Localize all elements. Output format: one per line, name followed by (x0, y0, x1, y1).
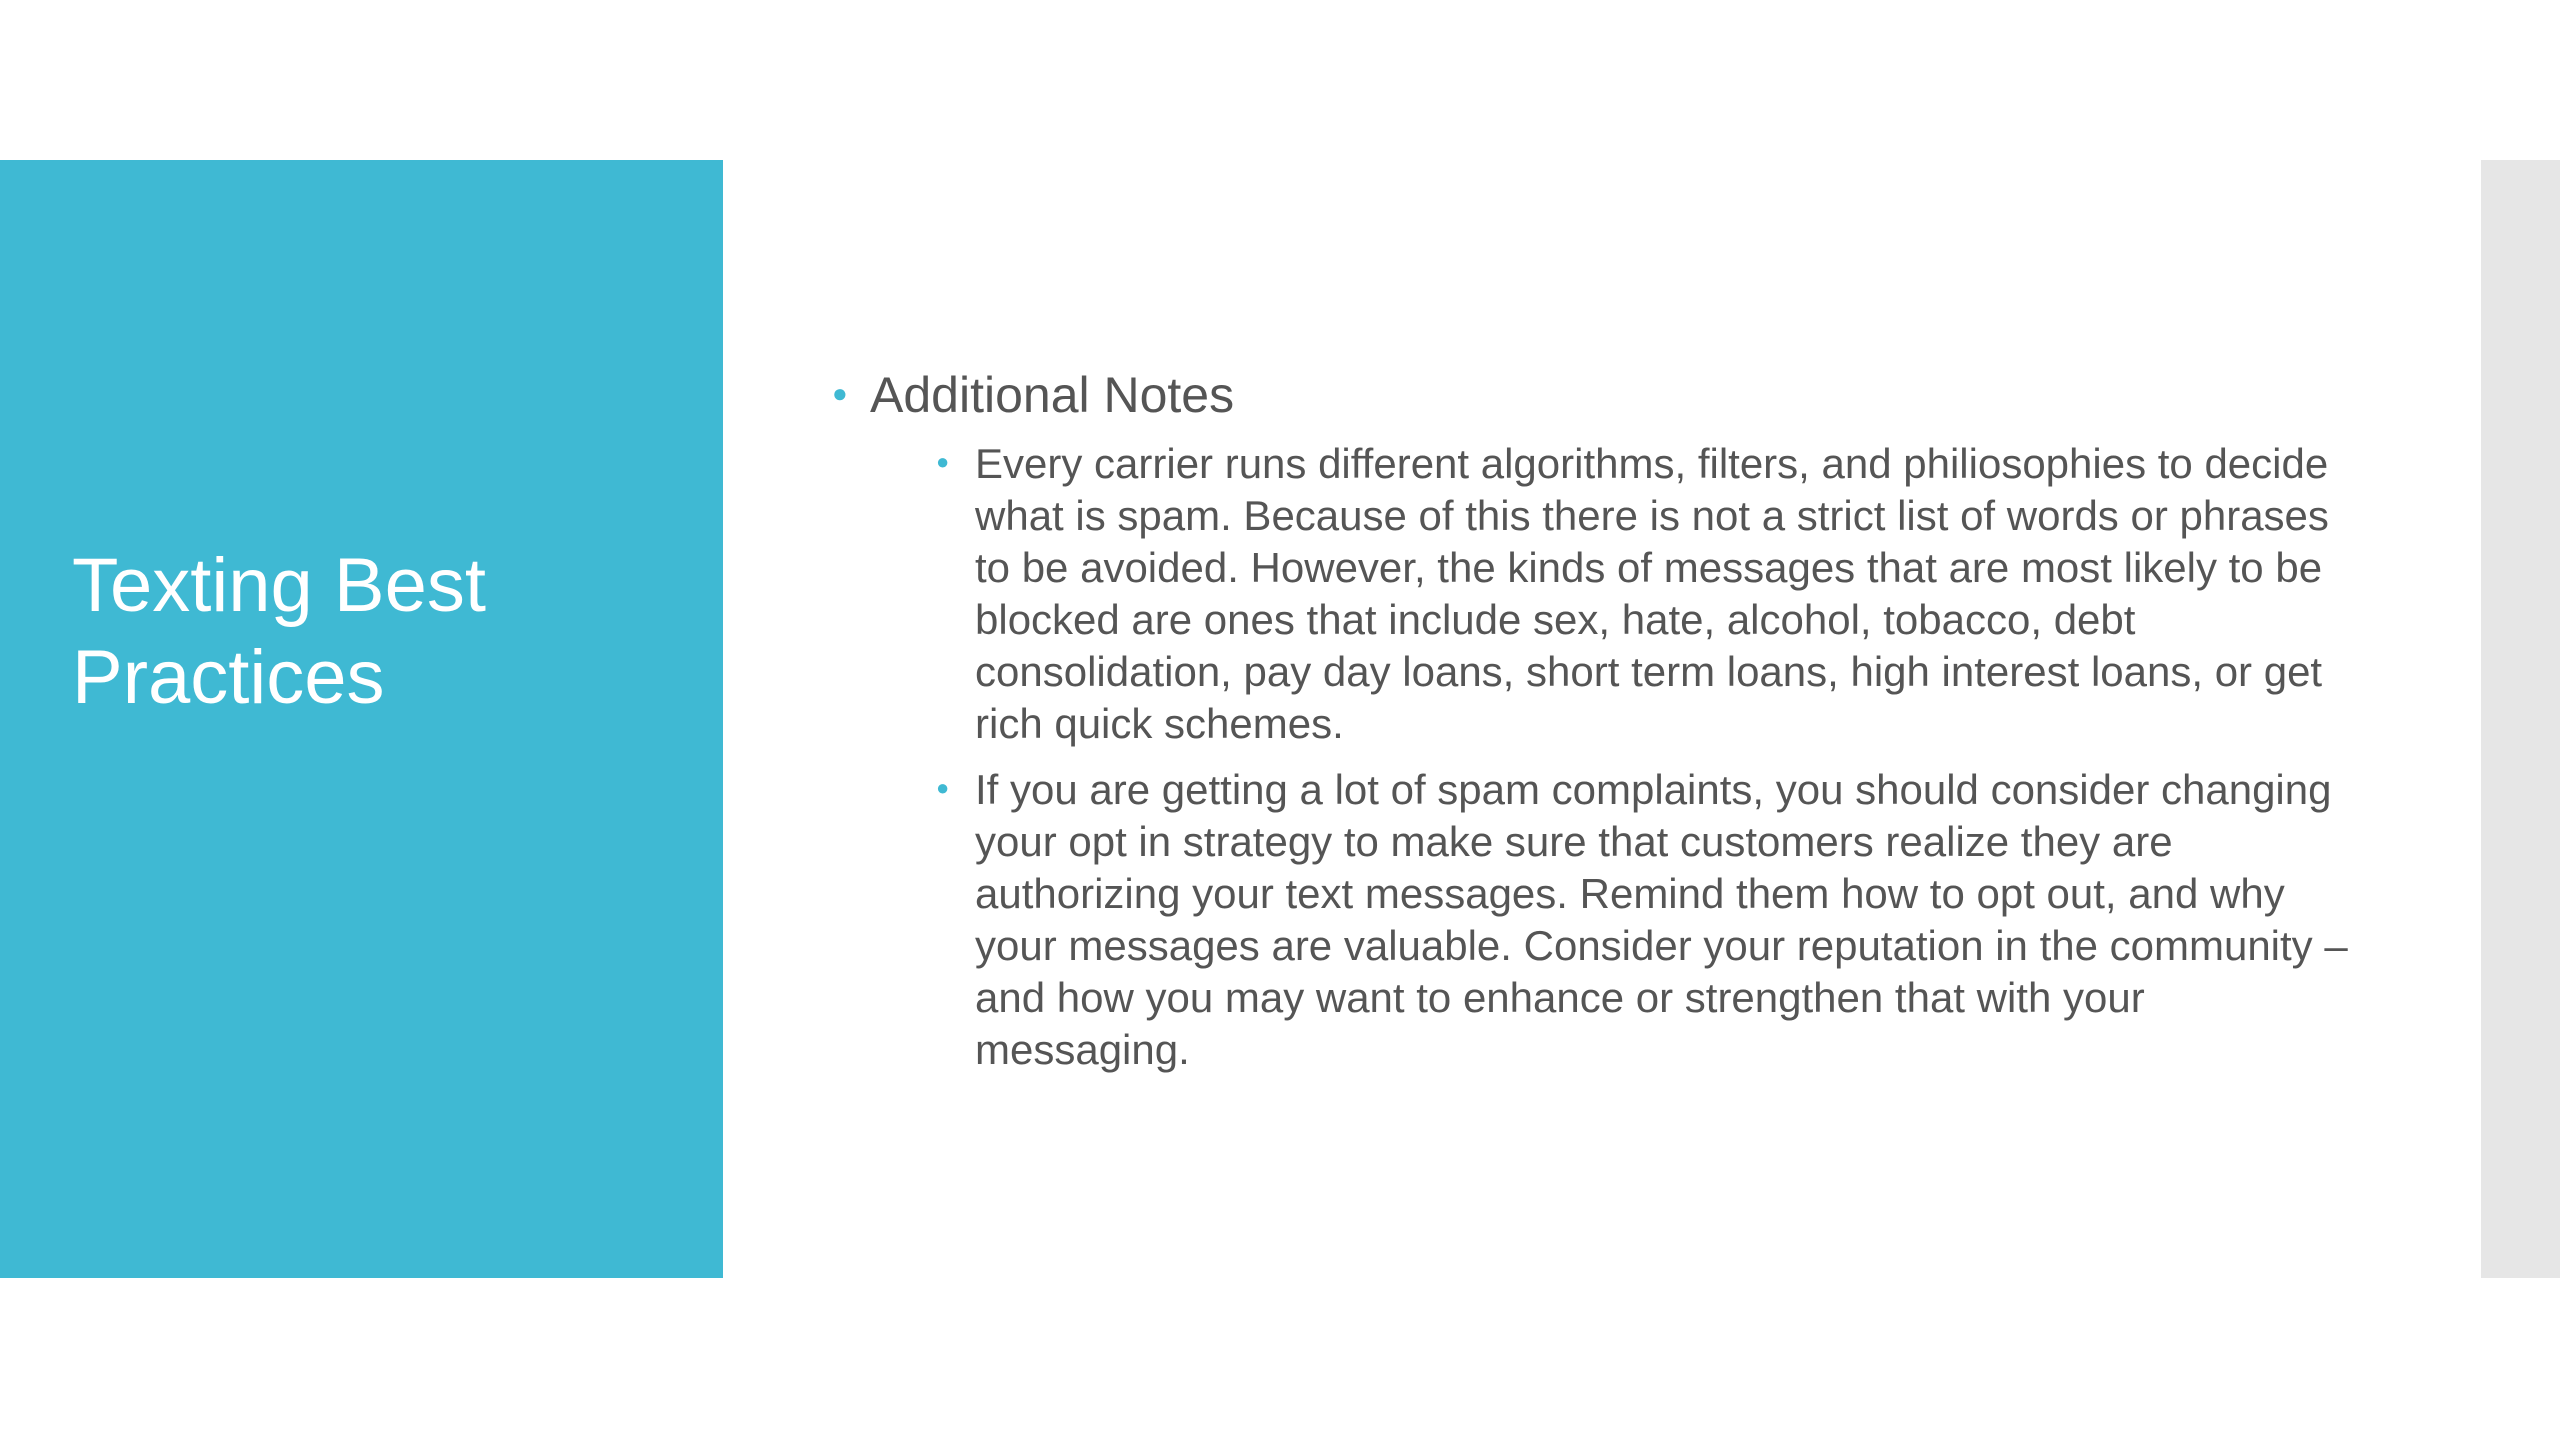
slide-title: Texting Best Practices (72, 543, 486, 720)
bullet-dot-icon: ● (936, 775, 950, 800)
sub-bullet-text: Every carrier runs different algorithms, filters, and philiosophies to decide what is spam. Because of this there is not a strict list of words or phrases to be avoided. However, the kinds of messages that are most likely to be blocked are ones that include sex, hate, alcohol, tobacco, debt consolidation, pay day loans, short term loans, high interest loans, or get rich quick schemes. (975, 440, 2329, 747)
slide-content (830, 360, 2350, 1090)
sub-bullet-text: If you are getting a lot of spam complaints, you should consider changing your opt in strategy to make sure that customers realize they are authorizing your text messages. Remind them how to opt out, and why your messages are valuable. Consider your reputation in the community – and how you may want to enhance or strengthen that with your messaging. (975, 766, 2348, 1073)
bullet-dot-icon: ● (832, 378, 848, 408)
side-band (2481, 160, 2560, 1278)
sub-bullet-carrier-filters (830, 438, 2350, 750)
sub-bullet-spam-complaints (830, 764, 2350, 1076)
bullet-dot-icon: ● (936, 449, 950, 474)
sub-bullet-list (830, 438, 2350, 1076)
bullet-text: Additional Notes (870, 367, 1235, 423)
bullet-additional-notes (830, 360, 2350, 430)
